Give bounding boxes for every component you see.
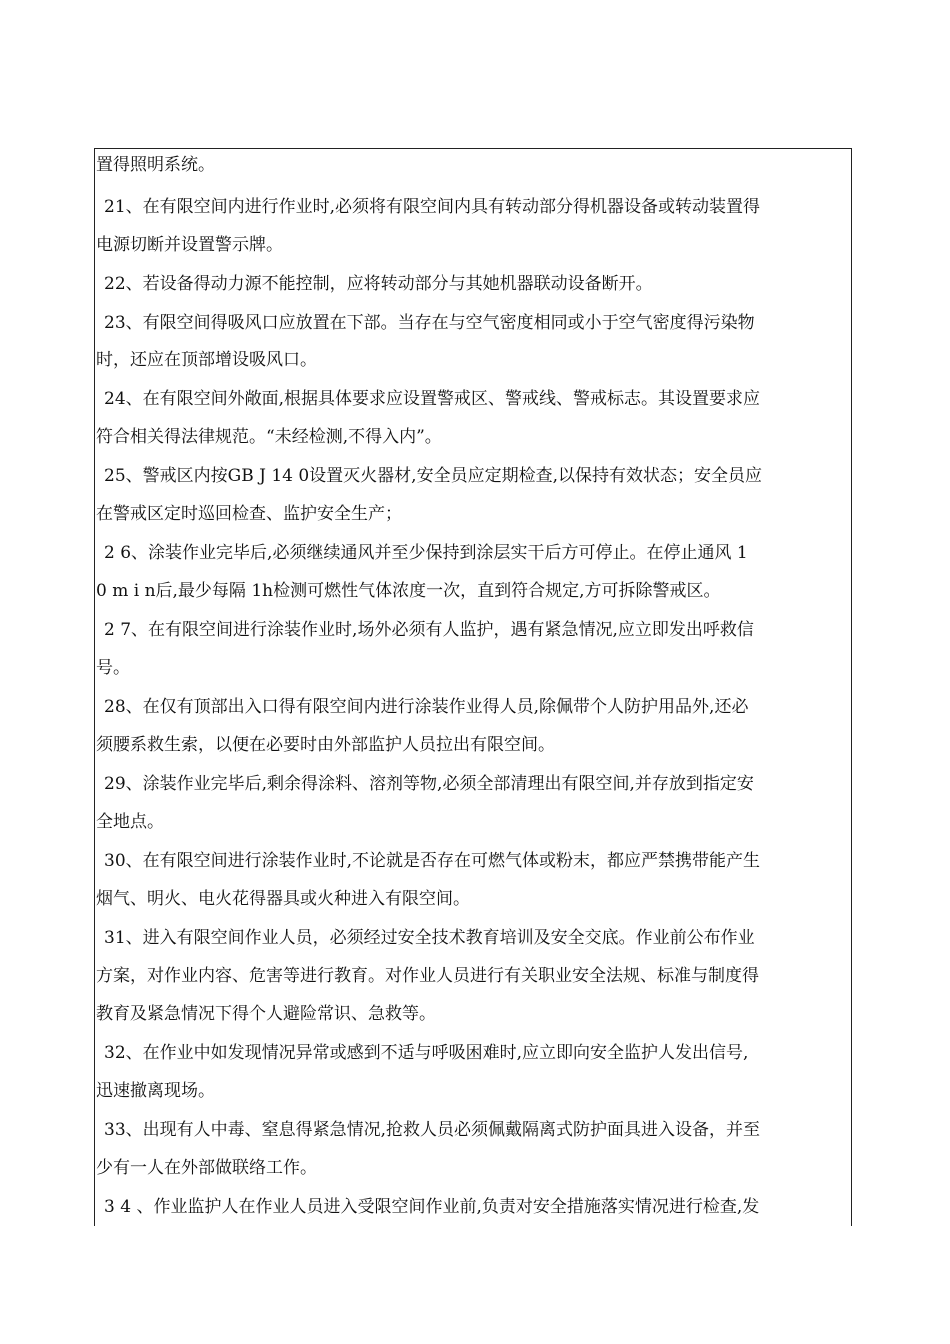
text-line: 24、在有限空间外敞面,根据具体要求应设置警戒区、警戒线、警戒标志。其设置要求应 <box>104 389 761 409</box>
text-line: 须腰系救生索，以便在必要时由外部监护人员拉出有限空间。 <box>96 735 555 755</box>
text-line: 号。 <box>96 658 130 678</box>
text-line: 29、涂装作业完毕后,剩余得涂料、溶剂等物,必须全部清理出有限空间,并存放到指定安 <box>104 774 754 794</box>
text-line: 0 m i n后,最少每隔 1h检测可燃性气体浓度一次，直到符合规定,方可拆除警戒区。 <box>96 581 721 601</box>
text-line: 21、在有限空间内进行作业时,必须将有限空间内具有转动部分得机器设备或转动装置得 <box>104 197 761 217</box>
text-line: 方案，对作业内容、危害等进行教育。对作业人员进行有关职业安全法规、标准与制度得 <box>96 966 759 986</box>
text-line: 2 6、涂装作业完毕后,必须继续通风并至少保持到涂层实干后方可停止。在停止通风 1 <box>104 543 748 563</box>
text-line: 教育及紧急情况下得个人避险常识、急救等。 <box>96 1004 436 1024</box>
text-line: 置得照明系统。 <box>96 155 215 175</box>
text-line: 时，还应在顶部增设吸风口。 <box>96 350 317 370</box>
text-line: 在警戒区定时巡回检查、监护安全生产； <box>96 504 402 524</box>
text-line: 25、警戒区内按GB J 14 0设置灭火器材,安全员应定期检查,以保持有效状态；安全员应 <box>104 466 762 486</box>
content-frame <box>94 148 852 1226</box>
text-line: 迅速撤离现场。 <box>96 1081 215 1101</box>
text-line: 少有一人在外部做联络工作。 <box>96 1158 317 1178</box>
text-line: 电源切断并设置警示牌。 <box>96 235 283 255</box>
text-line: 2 7、在有限空间进行涂装作业时,场外必须有人监护，遇有紧急情况,应立即发出呼救信 <box>104 620 754 640</box>
text-line: 22、若设备得动力源不能控制，应将转动部分与其她机器联动设备断开。 <box>104 274 653 294</box>
text-line: 3 4 、作业监护人在作业人员进入受限空间作业前,负责对安全措施落实情况进行检查,发 <box>104 1197 760 1217</box>
text-line: 28、在仅有顶部出入口得有限空间内进行涂装作业得人员,除佩带个人防护用品外,还必 <box>104 697 749 717</box>
text-line: 全地点。 <box>96 812 164 832</box>
text-line: 30、在有限空间进行涂装作业时,不论就是否存在可燃气体或粉末，都应严禁携带能产生 <box>104 851 761 871</box>
text-line: 33、出现有人中毒、窒息得紧急情况,抢救人员必须佩戴隔离式防护面具进入设备，并至 <box>104 1120 761 1140</box>
text-line: 23、有限空间得吸风口应放置在下部。当存在与空气密度相同或小于空气密度得污染物 <box>104 313 755 333</box>
text-line: 31、进入有限空间作业人员，必须经过安全技术教育培训及安全交底。作业前公布作业 <box>104 928 755 948</box>
text-line: 32、在作业中如发现情况异常或感到不适与呼吸困难时,应立即向安全监护人发出信号, <box>104 1043 749 1063</box>
text-line: 烟气、明火、电火花得器具或火种进入有限空间。 <box>96 889 470 909</box>
text-line: 符合相关得法律规范。“未经检测,不得入内”。 <box>96 427 442 447</box>
